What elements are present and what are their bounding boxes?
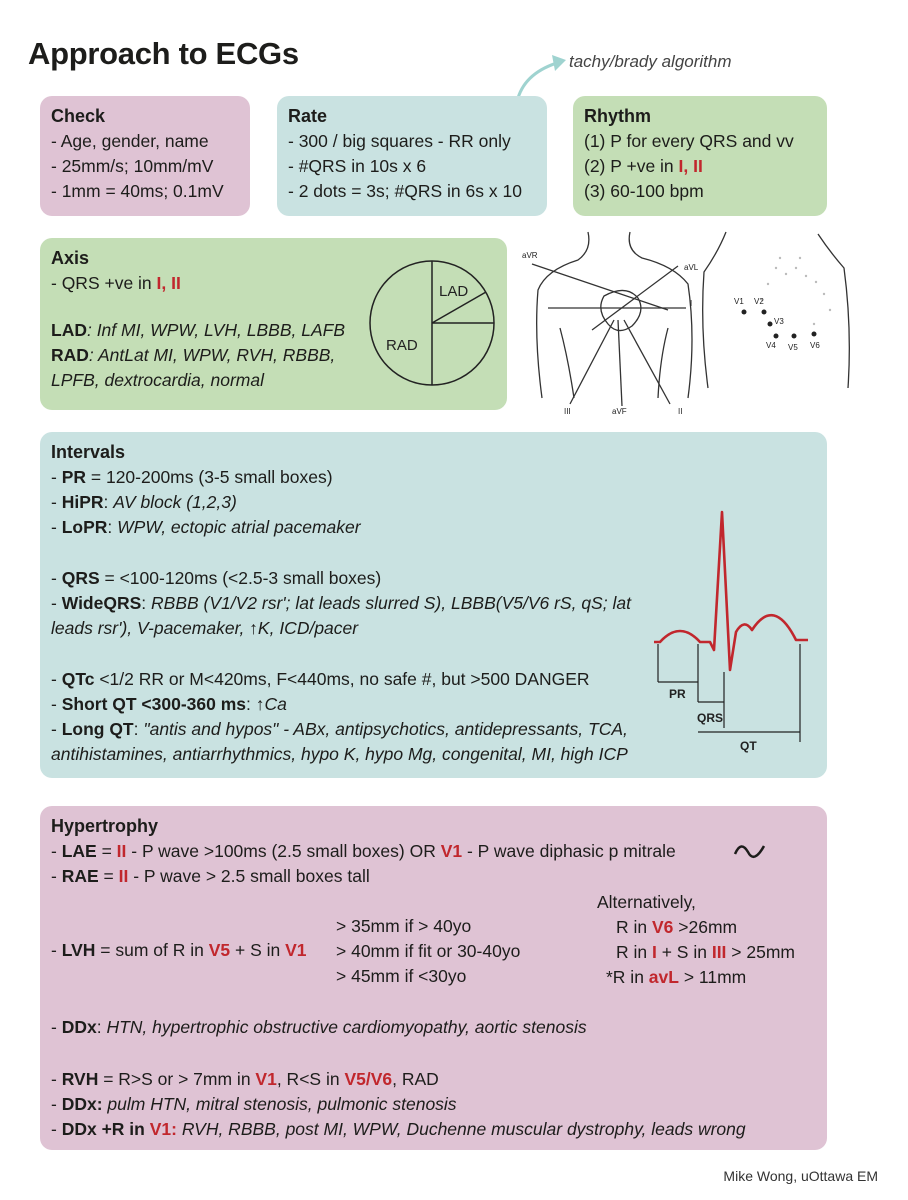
ecg-pr-label: PR [669, 687, 686, 701]
rate-line: - 2 dots = 3s; #QRS in 6s x 10 [288, 181, 522, 201]
check-line: - 1mm = 40ms; 0.1mV [51, 181, 224, 201]
lvh-criterion: > 35mm if > 40yo [336, 916, 472, 936]
lead-avl-label: aVL [684, 263, 699, 272]
check-line: - 25mm/s; 10mm/mV [51, 156, 214, 176]
rhythm-line: (2) P +ve in I, II [584, 156, 703, 176]
lead-v6-label: V6 [810, 341, 820, 350]
electrode-v3 [768, 322, 773, 327]
lad-line: LAD: Inf MI, WPW, LVH, LBBB, LAFB [51, 320, 345, 340]
check-heading: Check [51, 106, 106, 126]
rae-line: - RAE = II - P wave > 2.5 small boxes tall [51, 866, 370, 886]
axis-lad-label: LAD [439, 283, 469, 300]
hipr-line: - HiPR: AV block (1,2,3) [51, 492, 237, 512]
electrode-v2 [762, 310, 767, 315]
electrode-v1 [742, 310, 747, 315]
ddx-lvh-line: - DDx: HTN, hypertrophic obstructive cardiomyopathy, aortic stenosis [51, 1017, 587, 1037]
wide-qrs-line: - WideQRS: RBBB (V1/V2 rsr'; lat leads slurred S), LBBB(V5/V6 rS, qS; lat [51, 593, 631, 613]
intervals-panel [40, 432, 827, 778]
lead-avr-label: aVR [522, 251, 538, 260]
page-title: Approach to ECGs [28, 36, 299, 71]
lead-iii-label: III [564, 407, 571, 416]
lead-avf-label: aVF [612, 407, 627, 416]
alt-heading: Alternatively, [597, 892, 696, 912]
rate-panel [277, 96, 547, 216]
lvh-criterion: > 45mm if <30yo [336, 966, 467, 986]
alt-criterion: *R in avL > 11mm [606, 967, 747, 987]
lead-v2-label: V2 [754, 297, 764, 306]
hypertrophy-heading: Hypertrophy [51, 816, 159, 836]
rate-heading: Rate [288, 106, 328, 126]
short-qt-line: - Short QT <300-360 ms: ↑Ca [51, 694, 287, 714]
tachy-brady-link[interactable]: tachy/brady algorithm [569, 52, 732, 71]
lead-v4-label: V4 [766, 341, 776, 350]
alt-criterion: R in V6 >26mm [616, 917, 738, 937]
lead-v5-label: V5 [788, 343, 798, 352]
ecg-qt-label: QT [740, 739, 757, 753]
lead-label: I, II [678, 156, 703, 176]
ddx-rvh-line: - DDx: pulm HTN, mitral stenosis, pulmonic stenosis [51, 1094, 457, 1114]
lead-label: I, II [156, 273, 181, 293]
lopr-line: - LoPR: WPW, ectopic atrial pacemaker [51, 517, 361, 537]
p-mitrale-wave-icon [732, 840, 768, 866]
author-credit: Mike Wong, uOttawa EM [723, 1168, 878, 1184]
pr-line: - PR = 120-200ms (3-5 small boxes) [51, 467, 333, 487]
check-panel [40, 96, 250, 216]
long-qt-line: - Long QT: "antis and hypos" - ABx, antipsychotics, antidepressants, TCA, [51, 719, 628, 739]
qtc-line: - QTc <1/2 RR or M<420ms, F<440ms, no safe #, but >500 DANGER [51, 669, 590, 689]
rad-line-2: LPFB, dextrocardia, normal [51, 370, 265, 390]
rad-line: RAD: AntLat MI, WPW, RVH, RBBB, [51, 345, 336, 365]
rvh-line: - RVH = R>S or > 7mm in V1, R<S in V5/V6, RAD [51, 1069, 439, 1089]
lvh-criterion: > 40mm if fit or 30-40yo [336, 941, 521, 961]
rhythm-line: (1) P for every QRS and vv [584, 131, 794, 151]
ddx-r-v1-line: - DDx +R in V1: RVH, RBBB, post MI, WPW, Duchenne muscular dystrophy, leads wrong [51, 1119, 746, 1139]
ecg-waveform-diagram [652, 510, 812, 760]
rhythm-heading: Rhythm [584, 106, 651, 126]
axis-rad-label: RAD [386, 337, 418, 354]
electrode-v4 [774, 334, 779, 339]
rate-line: - 300 / big squares - RR only [288, 131, 511, 151]
rate-line: - #QRS in 10s x 6 [288, 156, 427, 176]
lvh-line: - LVH = sum of R in V5 + S in V1 [51, 940, 307, 960]
electrode-v6 [812, 332, 817, 337]
tachy-arrow-icon [508, 50, 578, 100]
lead-v1-label: V1 [734, 297, 744, 306]
lead-i-label: I [690, 299, 693, 308]
axis-heading: Axis [51, 248, 90, 268]
rhythm-line: (3) 60-100 bpm [584, 181, 704, 201]
hypertrophy-panel [40, 806, 827, 1150]
long-qt-line-2: antihistamines, antiarrhythmics, hypo K, hypo Mg, congenital, MI, high ICP [51, 744, 628, 764]
electrode-v5 [792, 334, 797, 339]
rhythm-panel [573, 96, 827, 216]
axis-qrs-line: - QRS +ve in I, II [51, 273, 181, 293]
alt-criterion: R in I + S in III > 25mm [616, 942, 795, 962]
wide-qrs-line-2: leads rsr'), V-pacemaker, ↑K, ICD/pacer [51, 618, 359, 638]
qrs-line: - QRS = <100-120ms (<2.5-3 small boxes) [51, 568, 382, 588]
intervals-heading: Intervals [51, 442, 126, 462]
lae-line: - LAE = II - P wave >100ms (2.5 small boxes) OR V1 - P wave diphasic p mitrale [51, 841, 676, 861]
check-line: - Age, gender, name [51, 131, 209, 151]
lead-placement-diagram [518, 228, 854, 418]
axis-circle-diagram [364, 258, 500, 388]
axis-panel [40, 238, 507, 410]
lead-ii-label: II [678, 407, 683, 416]
lead-v3-label: V3 [774, 317, 784, 326]
ecg-qrs-label: QRS [697, 711, 724, 725]
